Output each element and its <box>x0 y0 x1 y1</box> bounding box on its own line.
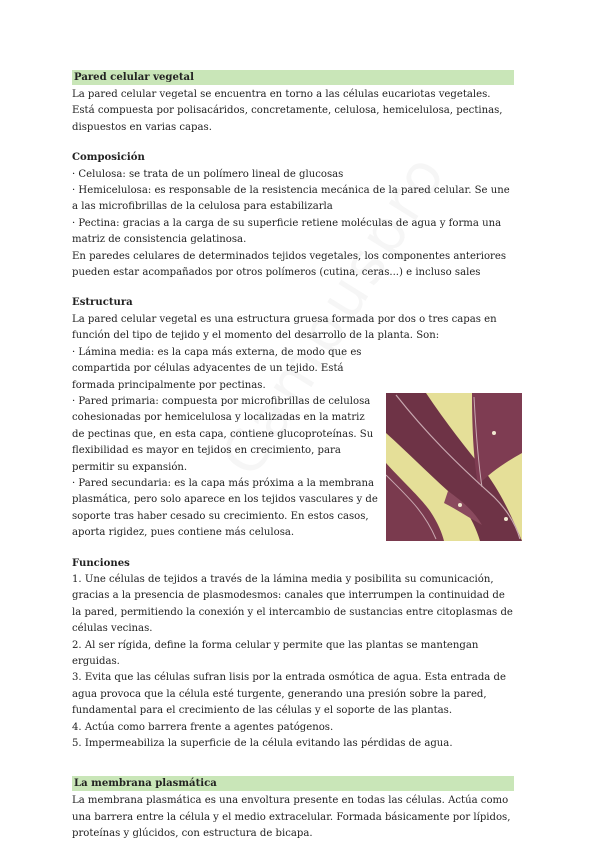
section-title-pared-celular: Pared celular vegetal <box>72 70 514 85</box>
section-title-membrana: La membrana plasmática <box>72 776 514 791</box>
composicion-note: En paredes celulares de determinados tejidos vegetales, los componentes anteriores pueden estar acompañados por otros polímeros (cutina, ceras...) e incluso sales <box>72 250 507 279</box>
estructura-heading: Estructura <box>72 297 133 309</box>
membrana-intro: La membrana plasmática es una envoltura presente en todas las células. Actúa como una barrera entre la célula y el medio extracelular. Formada básicamente por lípidos, proteínas y glúcidos, con estructura de bicapa. <box>72 795 511 840</box>
estructura-item: · Lámina media: es la capa más externa, de modo que es compartida por células adyacentes de un tejido. Está formada principalmente por pectinas. <box>72 346 362 391</box>
funciones-item: 3. Evita que las células sufran lisis por la entrada osmótica de agua. Esta entrada de agua provoca que la célula esté turgente, generando una presión sobre la pared, fundamental para el crecimiento de las células y el soporte de las plantas. <box>72 672 506 717</box>
cell-wall-micrograph <box>386 393 522 541</box>
composicion-heading: Composición <box>72 152 145 164</box>
estructura-intro: La pared celular vegetal es una estructura gruesa formada por dos o tres capas en función del tipo de tejido y el momento del desarrollo de la planta. Son: <box>72 313 497 342</box>
page-content <box>72 70 514 843</box>
pared-intro: La pared celular vegetal se encuentra en torno a las células eucariotas vegetales. Está compuesta por polisacáridos, concretamente, celulosa, hemicelulosa, pectinas, dispuestos en varias capas. <box>72 89 503 133</box>
funciones-item: 4. Actúa como barrera frente a agentes patógenos. <box>72 721 334 733</box>
composicion-item: · Celulosa: se trata de un polímero lineal de glucosas <box>72 168 344 180</box>
estructura-block <box>72 345 514 542</box>
estructura-item: · Pared secundaria: es la capa más próxima a la membrana plasmática, pero solo aparece en los tejidos vasculares y de soporte tras haber cesado su crecimiento. En estos casos, aporta rigidez, pues contiene más celulosa. <box>72 477 378 539</box>
funciones-heading: Funciones <box>72 557 130 569</box>
estructura-item: · Pared primaria: compuesta por microfibrillas de celulosa cohesionadas por hemicelulosa y localizadas en la matriz de pectinas que, en esta capa, contiene glucoproteínas. Su flexibilidad es mayor en tejidos en crecimiento, para permitir su expansión. <box>72 395 374 473</box>
composicion-item: · Hemicelulosa: es responsable de la resistencia mecánica de la pared celular. Se une a las microfibrillas de la celulosa para estabilizarla <box>72 185 510 213</box>
estructura-list <box>72 345 378 542</box>
composicion-item: · Pectina: gracias a la carga de su superficie retiene moléculas de agua y forma una matriz de consistencia gelatinosa. <box>72 217 502 246</box>
funciones-item: 5. Impermeabiliza la superficie de la célula evitando las pérdidas de agua. <box>72 738 453 750</box>
funciones-item: 2. Al ser rígida, define la forma celular y permite que las plantas se mantengan erguidas. <box>72 639 479 667</box>
funciones-item: 1. Une células de tejidos a través de la lámina media y posibilita su comunicación, gracias a la presencia de plasmodesmos: canales que interrumpen la continuidad de la pared, permitiendo la conexión y el intercambio de sustancias entre citoplasmas de células vecinas. <box>72 573 513 635</box>
